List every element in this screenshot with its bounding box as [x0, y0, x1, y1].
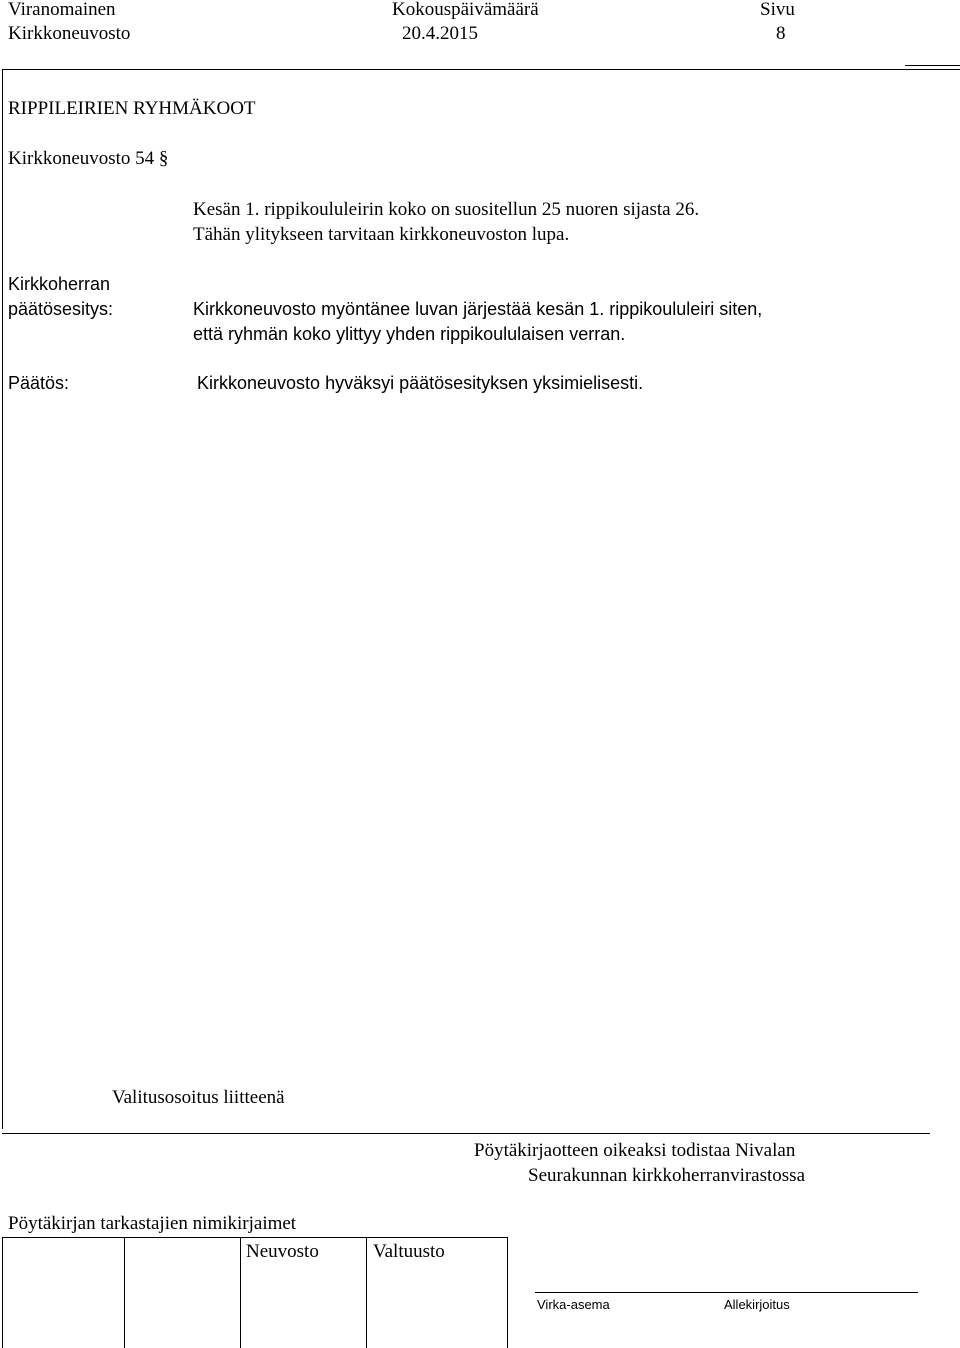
proposal-label-line-1: Kirkkoherran	[8, 274, 111, 294]
certification-line-2: Seurakunnan kirkkoherranvirastossa	[528, 1165, 806, 1186]
column-header-neuvosto: Neuvosto	[246, 1241, 319, 1262]
signature-sign-label: Allekirjoitus	[724, 1297, 790, 1312]
appeal-note: Valitusosoitus liitteenä	[112, 1087, 285, 1108]
meeting-date-label: Kokouspäivämäärä	[392, 0, 539, 20]
frame-top-notch	[905, 65, 960, 66]
authority-label: Viranomainen	[8, 0, 116, 20]
initials-table-divider	[124, 1237, 125, 1348]
proposal-label-line-2: päätösesitys:	[8, 299, 114, 319]
frame-top-border	[2, 69, 960, 70]
page-number: 8	[776, 23, 786, 44]
signature-role-label: Virka-asema	[537, 1297, 610, 1312]
meeting-date-value: 20.4.2015	[402, 23, 478, 44]
initials-table-divider	[2, 1237, 3, 1348]
initials-table-divider	[240, 1237, 241, 1348]
intro-line-2: Tähän ylitykseen tarvitaan kirkkoneuvoston lupa.	[193, 224, 570, 245]
intro-line-1: Kesän 1. rippikoululeirin koko on suositellun 25 nuoren sijasta 26.	[193, 199, 700, 220]
decision-label: Päätös:	[8, 373, 70, 393]
initials-table-divider	[507, 1237, 508, 1348]
signature-line	[535, 1292, 918, 1293]
proposal-text-line-2: että ryhmän koko ylittyy yhden rippikoululaisen verran.	[193, 324, 626, 344]
item-title: RIPPILEIRIEN RYHMÄKOOT	[8, 98, 256, 119]
page-label: Sivu	[760, 0, 795, 20]
paragraph-reference: Kirkkoneuvosto 54 §	[8, 148, 169, 169]
initials-table-divider	[366, 1237, 367, 1348]
certification-line-1: Pöytäkirjaotteen oikeaksi todistaa Nivalan	[474, 1140, 796, 1161]
column-header-valtuusto: Valtuusto	[373, 1241, 445, 1262]
frame-left-border	[2, 69, 3, 1129]
proposal-text-line-1: Kirkkoneuvosto myöntänee luvan järjestää kesän 1. rippikoululeiri siten,	[193, 299, 763, 319]
authority-value: Kirkkoneuvosto	[8, 23, 131, 44]
footer-separator	[2, 1133, 930, 1134]
initials-heading: Pöytäkirjan tarkastajien nimikirjaimet	[8, 1213, 297, 1234]
initials-table-top-border	[2, 1237, 508, 1238]
decision-text: Kirkkoneuvosto hyväksyi päätösesityksen yksimielisesti.	[197, 373, 644, 393]
